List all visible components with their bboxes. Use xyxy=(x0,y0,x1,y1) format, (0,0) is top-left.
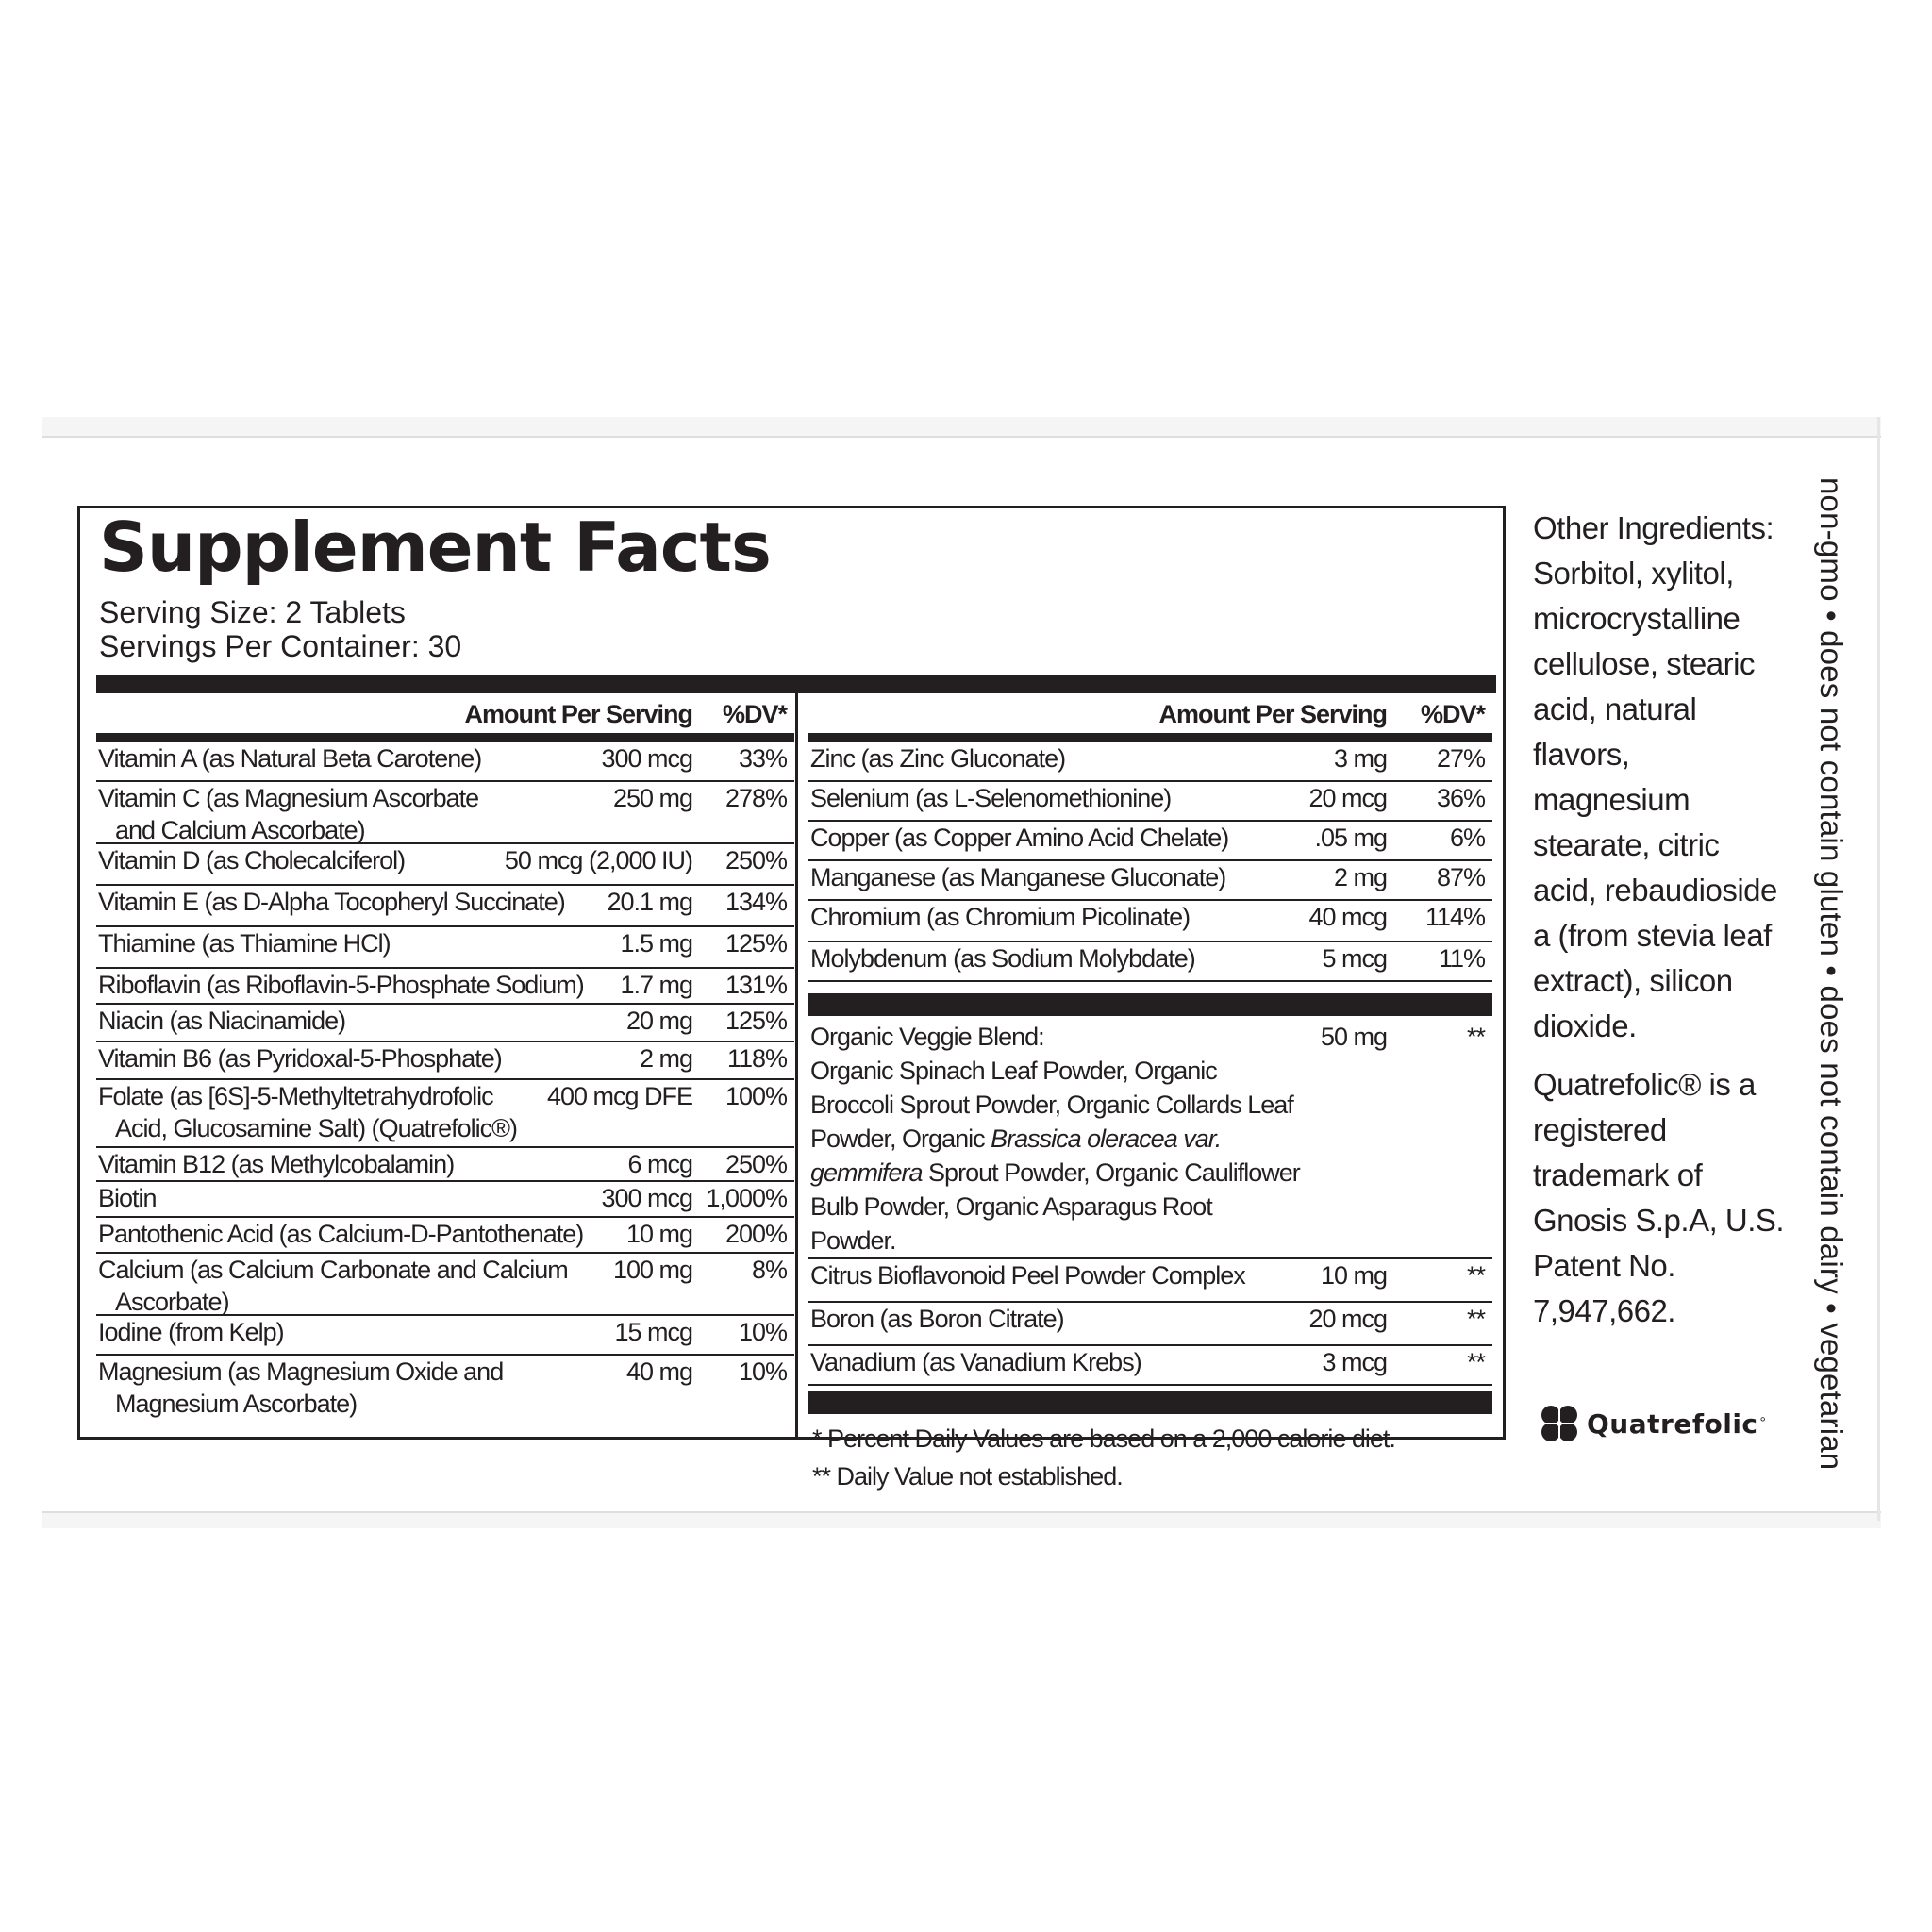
nutrient-row xyxy=(96,1005,794,1042)
nutrient-name xyxy=(808,1303,1492,1335)
nutrient-name-line: Riboflavin (as Riboflavin-5-Phosphate Sodium) xyxy=(98,971,584,999)
nutrient-amount: 20 mcg xyxy=(1308,784,1387,812)
label-edge-top xyxy=(42,417,1881,438)
nutrient-name-line: Selenium (as L-Selenomethionine) xyxy=(810,784,1172,812)
nutrient-row xyxy=(96,1254,794,1316)
nutrient-dv: 100% xyxy=(724,1082,787,1110)
nutrient-name-line: Vitamin C (as Magnesium Ascorbate xyxy=(98,784,479,812)
nutrient-amount: 15 mcg xyxy=(614,1318,692,1346)
nutrient-row xyxy=(96,969,794,1005)
nutrient-name xyxy=(808,942,1492,974)
nutrient-amount: 100 mg xyxy=(612,1256,692,1284)
side-panel xyxy=(1533,506,1788,1347)
nutrient-name-line: Niacin (as Niacinamide) xyxy=(98,1007,346,1035)
veggie-blend-row xyxy=(808,1016,1492,1259)
nutrient-row xyxy=(96,1356,794,1416)
nutrient-row xyxy=(96,1148,794,1182)
column-divider xyxy=(795,693,798,1437)
nutrient-dv: 36% xyxy=(1436,784,1485,812)
nutrient-name-line: Vitamin A (as Natural Beta Carotene) xyxy=(98,744,482,773)
nutrient-row xyxy=(96,1218,794,1254)
footnotes xyxy=(808,1414,1492,1495)
nutrient-dv: 200% xyxy=(724,1220,787,1248)
nutrient-name-line: Iodine (from Kelp) xyxy=(98,1318,284,1346)
nutrient-amount: 3 mg xyxy=(1333,744,1387,773)
nutrient-dv: 27% xyxy=(1436,744,1485,773)
nutrient-amount: 1.5 mg xyxy=(620,929,692,958)
left-column xyxy=(96,693,794,1437)
nutrient-amount: 40 mcg xyxy=(1308,903,1387,931)
serving-size: Serving Size: 2 Tablets xyxy=(99,595,406,629)
nutrient-row xyxy=(808,822,1492,861)
nutrient-dv: 118% xyxy=(726,1044,787,1073)
nutrient-name-line: Biotin xyxy=(98,1184,157,1212)
blend-amount: 50 mg xyxy=(1320,1023,1387,1051)
nutrient-dv: 134% xyxy=(724,888,787,916)
quatrefolic-logo xyxy=(1538,1402,1766,1445)
footnote-separator-bar xyxy=(808,1391,1492,1414)
nutrient-amount: 20.1 mg xyxy=(607,888,692,916)
nutrient-name xyxy=(808,1346,1492,1378)
amount-header: Amount Per Serving xyxy=(1158,700,1387,728)
nutrient-name-line: Magnesium (as Magnesium Oxide and xyxy=(98,1357,504,1386)
nutrient-name-line: Boron (as Boron Citrate) xyxy=(810,1305,1064,1333)
nutrient-dv: 250% xyxy=(724,846,787,874)
nutrient-name xyxy=(808,822,1492,854)
nutrient-name-line: Vitamin B6 (as Pyridoxal-5-Phosphate) xyxy=(98,1044,502,1073)
nutrient-name-line: Thiamine (as Thiamine HCl) xyxy=(98,929,391,958)
dv-header: %DV* xyxy=(722,700,787,728)
vertical-claims-text: non-gmo • does not contain gluten • does not contain dairy • vegetarian xyxy=(1814,477,1849,1471)
nutrient-row xyxy=(96,886,794,927)
nutrient-amount: 6 mcg xyxy=(627,1150,692,1178)
nutrient-row xyxy=(96,927,794,969)
dv-header: %DV* xyxy=(1420,700,1485,728)
nutrient-name-line: and Calcium Ascorbate) xyxy=(115,816,365,844)
nutrient-dv: 125% xyxy=(724,929,787,958)
nutrient-row xyxy=(808,782,1492,822)
nutrient-dv: 278% xyxy=(724,784,787,812)
nutrient-row xyxy=(808,901,1492,942)
blend-dv: ** xyxy=(1466,1023,1485,1051)
nutrient-amount: 1.7 mg xyxy=(620,971,692,999)
nutrient-row xyxy=(96,1316,794,1356)
nutrient-name xyxy=(808,782,1492,814)
nutrient-row xyxy=(808,942,1492,982)
right-column xyxy=(808,693,1492,1491)
nutrient-row xyxy=(808,1259,1492,1303)
nutrient-amount: 300 mcg xyxy=(601,1184,692,1212)
nutrient-name-line: Molybdenum (as Sodium Molybdate) xyxy=(810,944,1195,973)
nutrient-row xyxy=(808,742,1492,782)
nutrient-dv: ** xyxy=(1466,1348,1485,1376)
nutrient-name-line: Magnesium Ascorbate) xyxy=(115,1390,358,1418)
nutrient-row xyxy=(96,1042,794,1080)
nutrient-name-line: Chromium (as Chromium Picolinate) xyxy=(810,903,1191,931)
other-ingredients: Other Ingredients: Sorbitol, xylitol, microcrystalline cellulose, stearic acid, natural flavors, magnesium stearate, citric acid, rebaudioside a (from stevia leaf extract), silicon dioxide. xyxy=(1533,510,1777,1043)
right-rows-2 xyxy=(808,1259,1492,1386)
nutrient-row xyxy=(96,1182,794,1218)
nutrient-dv: 8% xyxy=(751,1256,787,1284)
nutrient-name-line: Calcium (as Calcium Carbonate and Calcium xyxy=(98,1256,568,1284)
nutrient-name-line: Copper (as Copper Amino Acid Chelate) xyxy=(810,824,1229,852)
nutrient-name xyxy=(808,1259,1492,1291)
nutrient-amount: 20 mcg xyxy=(1308,1305,1387,1333)
trademark-notice: Quatrefolic® is a registered trademark of Gnosis S.p.A, U.S. Patent No. 7,947,662. xyxy=(1533,1067,1785,1328)
nutrient-dv: 125% xyxy=(724,1007,787,1035)
nutrient-name-line: Manganese (as Manganese Gluconate) xyxy=(810,863,1226,891)
nutrient-amount: 40 mg xyxy=(625,1357,692,1386)
label-edge-bottom xyxy=(42,1511,1881,1528)
nutrient-amount: 10 mg xyxy=(1320,1261,1387,1290)
servings-per-container: Servings Per Container: 30 xyxy=(99,629,462,663)
nutrient-amount: 3 mcg xyxy=(1322,1348,1387,1376)
nutrient-name-line: Vitamin D (as Cholecalciferol) xyxy=(98,846,406,874)
label-edge-right xyxy=(1877,417,1880,1521)
nutrient-row xyxy=(808,861,1492,901)
blend-name xyxy=(808,1020,1301,1257)
logo-wordmark: Quatrefolic xyxy=(1587,1407,1758,1440)
nutrient-dv: 10% xyxy=(738,1318,787,1346)
nutrient-dv: 11% xyxy=(1438,944,1485,973)
nutrient-amount: 10 mg xyxy=(625,1220,692,1248)
supplement-facts-panel xyxy=(77,506,1506,1491)
nutrient-name-line: Ascorbate) xyxy=(115,1288,229,1316)
left-column-header xyxy=(96,693,794,742)
nutrient-name-line: Vanadium (as Vanadium Krebs) xyxy=(810,1348,1141,1376)
nutrient-name xyxy=(808,861,1492,893)
nutrient-row xyxy=(96,844,794,886)
nutrient-name-line: Acid, Glucosamine Salt) (Quatrefolic®) xyxy=(115,1114,518,1142)
nutrient-name-line: Vitamin B12 (as Methylcobalamin) xyxy=(98,1150,455,1178)
right-rows xyxy=(808,742,1492,982)
nutrient-dv: ** xyxy=(1466,1261,1485,1290)
nutrient-name-line: Zinc (as Zinc Gluconate) xyxy=(810,744,1066,773)
header-bar xyxy=(96,675,1496,693)
logo-registered-mark: ° xyxy=(1759,1415,1766,1431)
panel-title: Supplement Facts xyxy=(99,508,771,587)
nutrient-dv: 33% xyxy=(738,744,787,773)
blend-separator-bar xyxy=(808,993,1492,1016)
blend-title: Organic Veggie Blend: xyxy=(810,1023,1044,1051)
serving-info xyxy=(99,595,461,663)
nutrient-amount: 5 mcg xyxy=(1322,944,1387,973)
nutrient-name-line: Pantothenic Acid (as Calcium-D-Pantothenate) xyxy=(98,1220,584,1248)
nutrient-dv: 87% xyxy=(1436,863,1485,891)
footnote-not-established: ** Daily Value not established. xyxy=(812,1462,1123,1491)
nutrient-amount: .05 mg xyxy=(1314,824,1387,852)
nutrient-dv: 250% xyxy=(724,1150,787,1178)
nutrient-amount: 2 mg xyxy=(639,1044,692,1073)
left-rows xyxy=(96,742,794,1416)
nutrient-row xyxy=(808,1303,1492,1346)
nutrient-amount: 300 mcg xyxy=(601,744,692,773)
nutrient-name xyxy=(808,742,1492,774)
blend-description: Organic Spinach Leaf Powder, Organic Broccoli Sprout Powder, Organic Collards Leaf Powder, Organic Brassica oleracea var. gemmifera Sprout Powder, Organic Cauliflower Bulb Powder, Organic Asparagus Root Powder. xyxy=(810,1057,1300,1255)
nutrient-name xyxy=(808,901,1492,933)
nutrient-row xyxy=(96,782,794,844)
nutrient-dv: ** xyxy=(1466,1305,1485,1333)
footnote-dv: * Percent Daily Values are based on a 2,000 calorie diet. xyxy=(812,1424,1395,1453)
nutrient-dv: 10% xyxy=(738,1357,787,1386)
nutrient-name-line: Vitamin E (as D-Alpha Tocopheryl Succinate) xyxy=(98,888,565,916)
nutrient-amount: 250 mg xyxy=(612,784,692,812)
nutrient-dv: 1,000% xyxy=(706,1184,787,1212)
vertical-claims xyxy=(1807,477,1864,1477)
nutrient-dv: 131% xyxy=(724,971,787,999)
nutrient-row xyxy=(808,1346,1492,1386)
nutrient-amount: 2 mg xyxy=(1333,863,1387,891)
right-column-header xyxy=(808,693,1492,742)
nutrient-dv: 114% xyxy=(1424,903,1485,931)
nutrient-dv: 6% xyxy=(1449,824,1485,852)
nutrient-name-line: Citrus Bioflavonoid Peel Powder Complex xyxy=(810,1261,1245,1290)
nutrient-amount: 20 mg xyxy=(625,1007,692,1035)
quatrefoil-icon xyxy=(1538,1402,1581,1445)
nutrient-row xyxy=(96,1080,794,1148)
nutrient-row xyxy=(96,742,794,782)
nutrient-amount: 400 mcg DFE xyxy=(546,1082,692,1110)
amount-header: Amount Per Serving xyxy=(464,700,692,728)
nutrient-amount: 50 mcg (2,000 IU) xyxy=(504,846,692,874)
nutrient-name-line: Folate (as [6S]-5-Methyltetrahydrofolic xyxy=(98,1082,493,1110)
